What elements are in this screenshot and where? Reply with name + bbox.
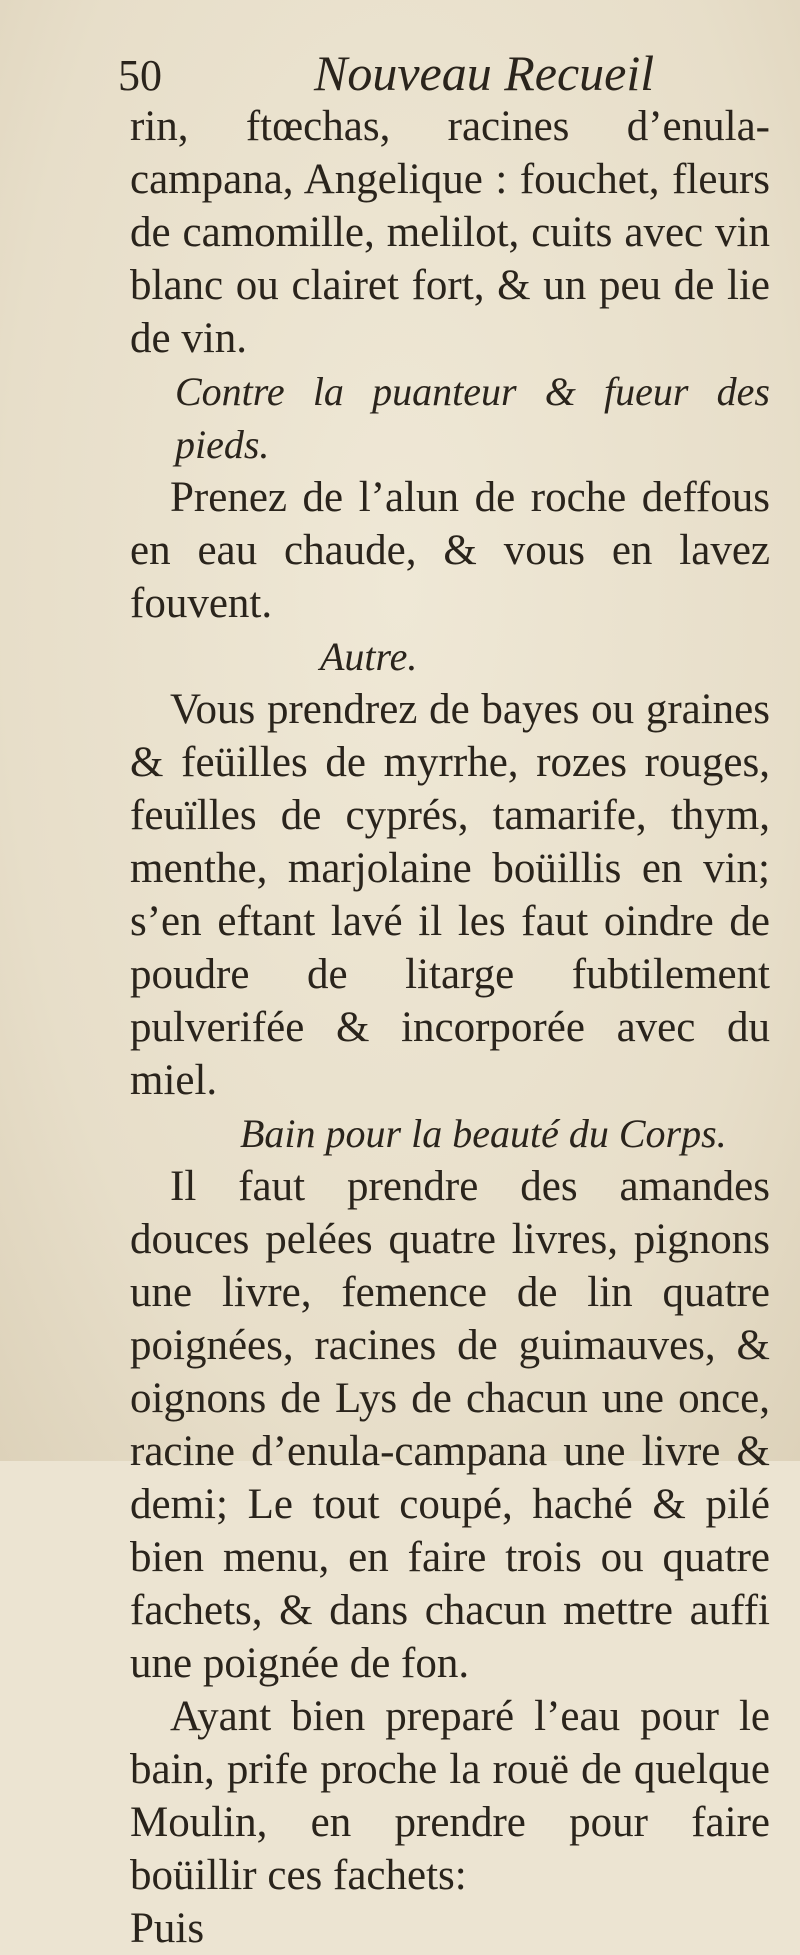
text-body	[130, 100, 770, 1955]
paragraph-alum-remedy: Prenez de l’alun de roche deffous en eau chaude, & vous en lavez fouvent.	[130, 474, 770, 627]
paragraph-bath-preparation: Ayant bien preparé l’eau pour le bain, prife proche la rouë de quelque Moulin, en prendre pour faire boüillir ces fachets:	[130, 1693, 770, 1899]
section-heading-autre: Autre.	[320, 634, 418, 679]
paragraph-continuation: rin, ftœchas, racines d’enula-campana, Angelique : fouchet, fleurs de camomille, melilot, cuits avec vin blanc ou clairet fort, & un peu de lie de vin.	[130, 103, 770, 362]
paragraph-bath-ingredients: Il faut prendre des amandes douces pelées quatre livres, pignons une livre, femence de lin quatre poignées, racines de guimauves, & oignons de Lys de chacun une once, racine d’enula-campana une livre & demi; Le tout coupé, haché & pilé bien menu, en faire trois ou quatre fachets, & dans chacun mettre auffi une poignée de fon.	[130, 1163, 770, 1687]
section-heading-feet: Contre la puanteur & fueur des pieds.	[175, 369, 770, 467]
page-header	[118, 44, 738, 104]
running-title: Nouveau Recueil	[314, 45, 655, 101]
section-heading-bath: Bain pour la beauté du Corps.	[240, 1111, 727, 1156]
catchword: Puis	[130, 1905, 205, 1952]
page-number: 50	[118, 51, 162, 100]
paragraph-myrrh-remedy: Vous prendrez de bayes ou graines & feüilles de myrrhe, rozes rouges, feuïlles de cyprés, tamarife, thym, menthe, marjolaine boüillis en vin; s’en eftant lavé il les faut oindre de poudre de litarge fubtilement pulverifée & incorporée avec du miel.	[130, 686, 770, 1104]
